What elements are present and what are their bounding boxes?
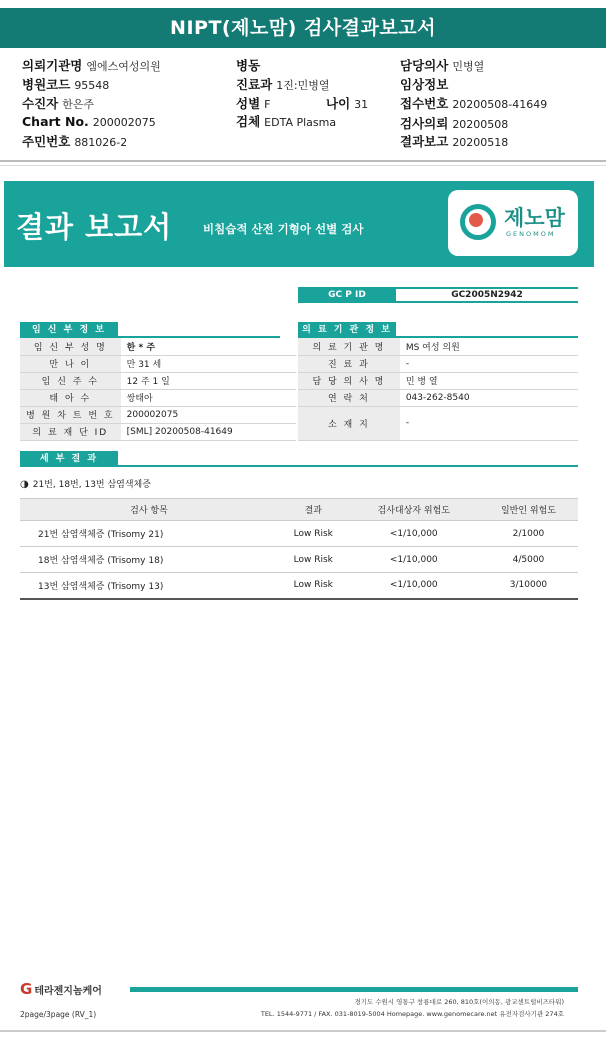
results-header-row	[20, 499, 578, 521]
gcpid-value: GC2005N2942	[396, 287, 578, 303]
cell-item: 13번 삼염색체증 (Trisomy 13)	[20, 573, 278, 599]
table-row	[298, 406, 578, 440]
info-resident-no: 주민번호 881026-2	[22, 134, 128, 149]
key-cell: 담 당 의 사 명	[298, 372, 400, 389]
key-cell: 연 락 처	[298, 389, 400, 406]
bottom-divider	[0, 1030, 606, 1032]
info-department: 진료과 1진:민병열	[236, 77, 330, 92]
cell-result: Low Risk	[278, 521, 349, 547]
summary-text: 21번, 18번, 13번 삼염색체증	[32, 480, 151, 490]
key-cell: 태 아 수	[20, 389, 121, 406]
hospital-info-table	[298, 338, 578, 441]
banner-subtitle: 비침습적 산전 기형아 선별 검사	[203, 222, 364, 236]
g-logo-icon: G	[20, 980, 33, 998]
value-cell: -	[400, 406, 578, 440]
col-header-item: 검사 항목	[20, 499, 278, 521]
value-cell: [SML] 20200508-41649	[121, 423, 296, 440]
info-specimen: 검체 EDTA Plasma	[236, 114, 337, 129]
details-title: 세 부 결 과	[20, 451, 118, 467]
table-row	[20, 547, 578, 573]
info-chart-no: Chart No. 200002075	[22, 114, 156, 129]
logo-subtext: GENOMOM	[506, 230, 556, 238]
table-row	[298, 355, 578, 372]
key-cell: 의 료 재 단 ID	[20, 423, 121, 440]
table-row	[20, 573, 578, 599]
key-cell: 진 료 과	[298, 355, 400, 372]
value-cell: -	[400, 355, 578, 372]
value-cell: 12 주 1 일	[121, 372, 296, 389]
value-cell: 민 병 열	[400, 372, 578, 389]
half-circle-icon: ◑	[20, 479, 29, 490]
cell-general-risk: 4/5000	[479, 547, 578, 573]
table-row	[20, 338, 296, 355]
gcpid-label: GC P ID	[298, 287, 396, 303]
key-cell: 병 원 차 트 번 호	[20, 406, 121, 423]
info-hospital-code: 병원코드 95548	[22, 77, 110, 92]
key-cell: 임 신 주 수	[20, 372, 121, 389]
value-cell: MS 여성 의원	[400, 338, 578, 355]
value-cell: 한 * 주	[121, 338, 296, 355]
details-line	[20, 465, 578, 467]
table-row	[298, 389, 578, 406]
patient-info-grid	[0, 52, 606, 152]
hospital-info-title: 의 료 기 관 정 보	[298, 322, 396, 338]
footer-bar	[130, 987, 578, 992]
report-title: NIPT(제노맘) 검사결과보고서	[0, 8, 606, 48]
cell-general-risk: 2/1000	[479, 521, 578, 547]
table-row	[20, 389, 296, 406]
table-row	[298, 372, 578, 389]
value-cell: 200002075	[121, 406, 296, 423]
pregnant-info-title: 임 신 부 정 보	[20, 322, 118, 338]
genomom-logo	[448, 190, 578, 256]
footer-company-name: 테라젠지놈케어	[34, 986, 102, 997]
footer-contact: TEL. 1544-9771 / FAX. 031-8019-5004 Homepage. www.genomecare.net 유전자검사기관 274호	[260, 1010, 564, 1018]
key-cell: 만 나 이	[20, 355, 121, 372]
cell-subject-risk: <1/10,000	[349, 521, 479, 547]
col-header-general-risk: 일반인 위험도	[479, 499, 578, 521]
table-row	[20, 521, 578, 547]
value-cell: 만 31 세	[121, 355, 296, 372]
results-table	[20, 498, 578, 600]
value-cell: 쌍태아	[121, 389, 296, 406]
col-header-result: 결과	[278, 499, 349, 521]
cell-item: 21번 삼염색체증 (Trisomy 21)	[20, 521, 278, 547]
key-cell: 소 재 지	[298, 406, 400, 440]
value-cell: 043-262-8540	[400, 389, 578, 406]
table-row	[298, 338, 578, 355]
key-cell: 의 료 기 관 명	[298, 338, 400, 355]
table-row	[20, 423, 296, 440]
banner-title: 결과 보고서	[16, 210, 173, 244]
info-request-date: 검사의뢰 20200508	[400, 116, 509, 131]
header-divider	[0, 160, 606, 162]
page-number: 2page/3page (RV_1)	[20, 1010, 97, 1019]
info-sex: 성별 F	[236, 96, 271, 111]
table-row	[20, 406, 296, 423]
col-header-subject-risk: 검사대상자 위험도	[349, 499, 479, 521]
info-patient: 수진자 한은주	[22, 96, 95, 111]
cell-result: Low Risk	[278, 573, 349, 599]
logo-dot-icon	[469, 213, 483, 227]
key-cell: 임 신 부 성 명	[20, 338, 121, 355]
cell-item: 18번 삼염색체증 (Trisomy 18)	[20, 547, 278, 573]
header-divider-thin	[0, 165, 606, 166]
table-row	[20, 372, 296, 389]
info-requesting-institution: 의뢰기관명 엠에스여성의원	[22, 58, 161, 73]
info-doctor: 담당의사 민병열	[400, 58, 485, 73]
info-ward: 병동	[236, 58, 261, 73]
table-row	[20, 355, 296, 372]
cell-result: Low Risk	[278, 547, 349, 573]
info-clinical: 임상정보	[400, 77, 449, 92]
details-summary	[20, 477, 151, 490]
cell-subject-risk: <1/10,000	[349, 573, 479, 599]
footer-address: 경기도 수원시 영통구 창룡대로 260, 810호(이의동, 광교센트럴비즈타워)	[354, 998, 564, 1006]
info-report-date: 결과보고 20200518	[400, 134, 509, 149]
cell-general-risk: 3/10000	[479, 573, 578, 599]
info-age: 나이 31	[326, 96, 369, 111]
info-receipt-no: 접수번호 20200508-41649	[400, 96, 548, 111]
pregnant-info-table	[20, 338, 296, 441]
cell-subject-risk: <1/10,000	[349, 547, 479, 573]
logo-text: 제노맘	[504, 206, 565, 230]
footer-company-logo	[20, 980, 102, 998]
